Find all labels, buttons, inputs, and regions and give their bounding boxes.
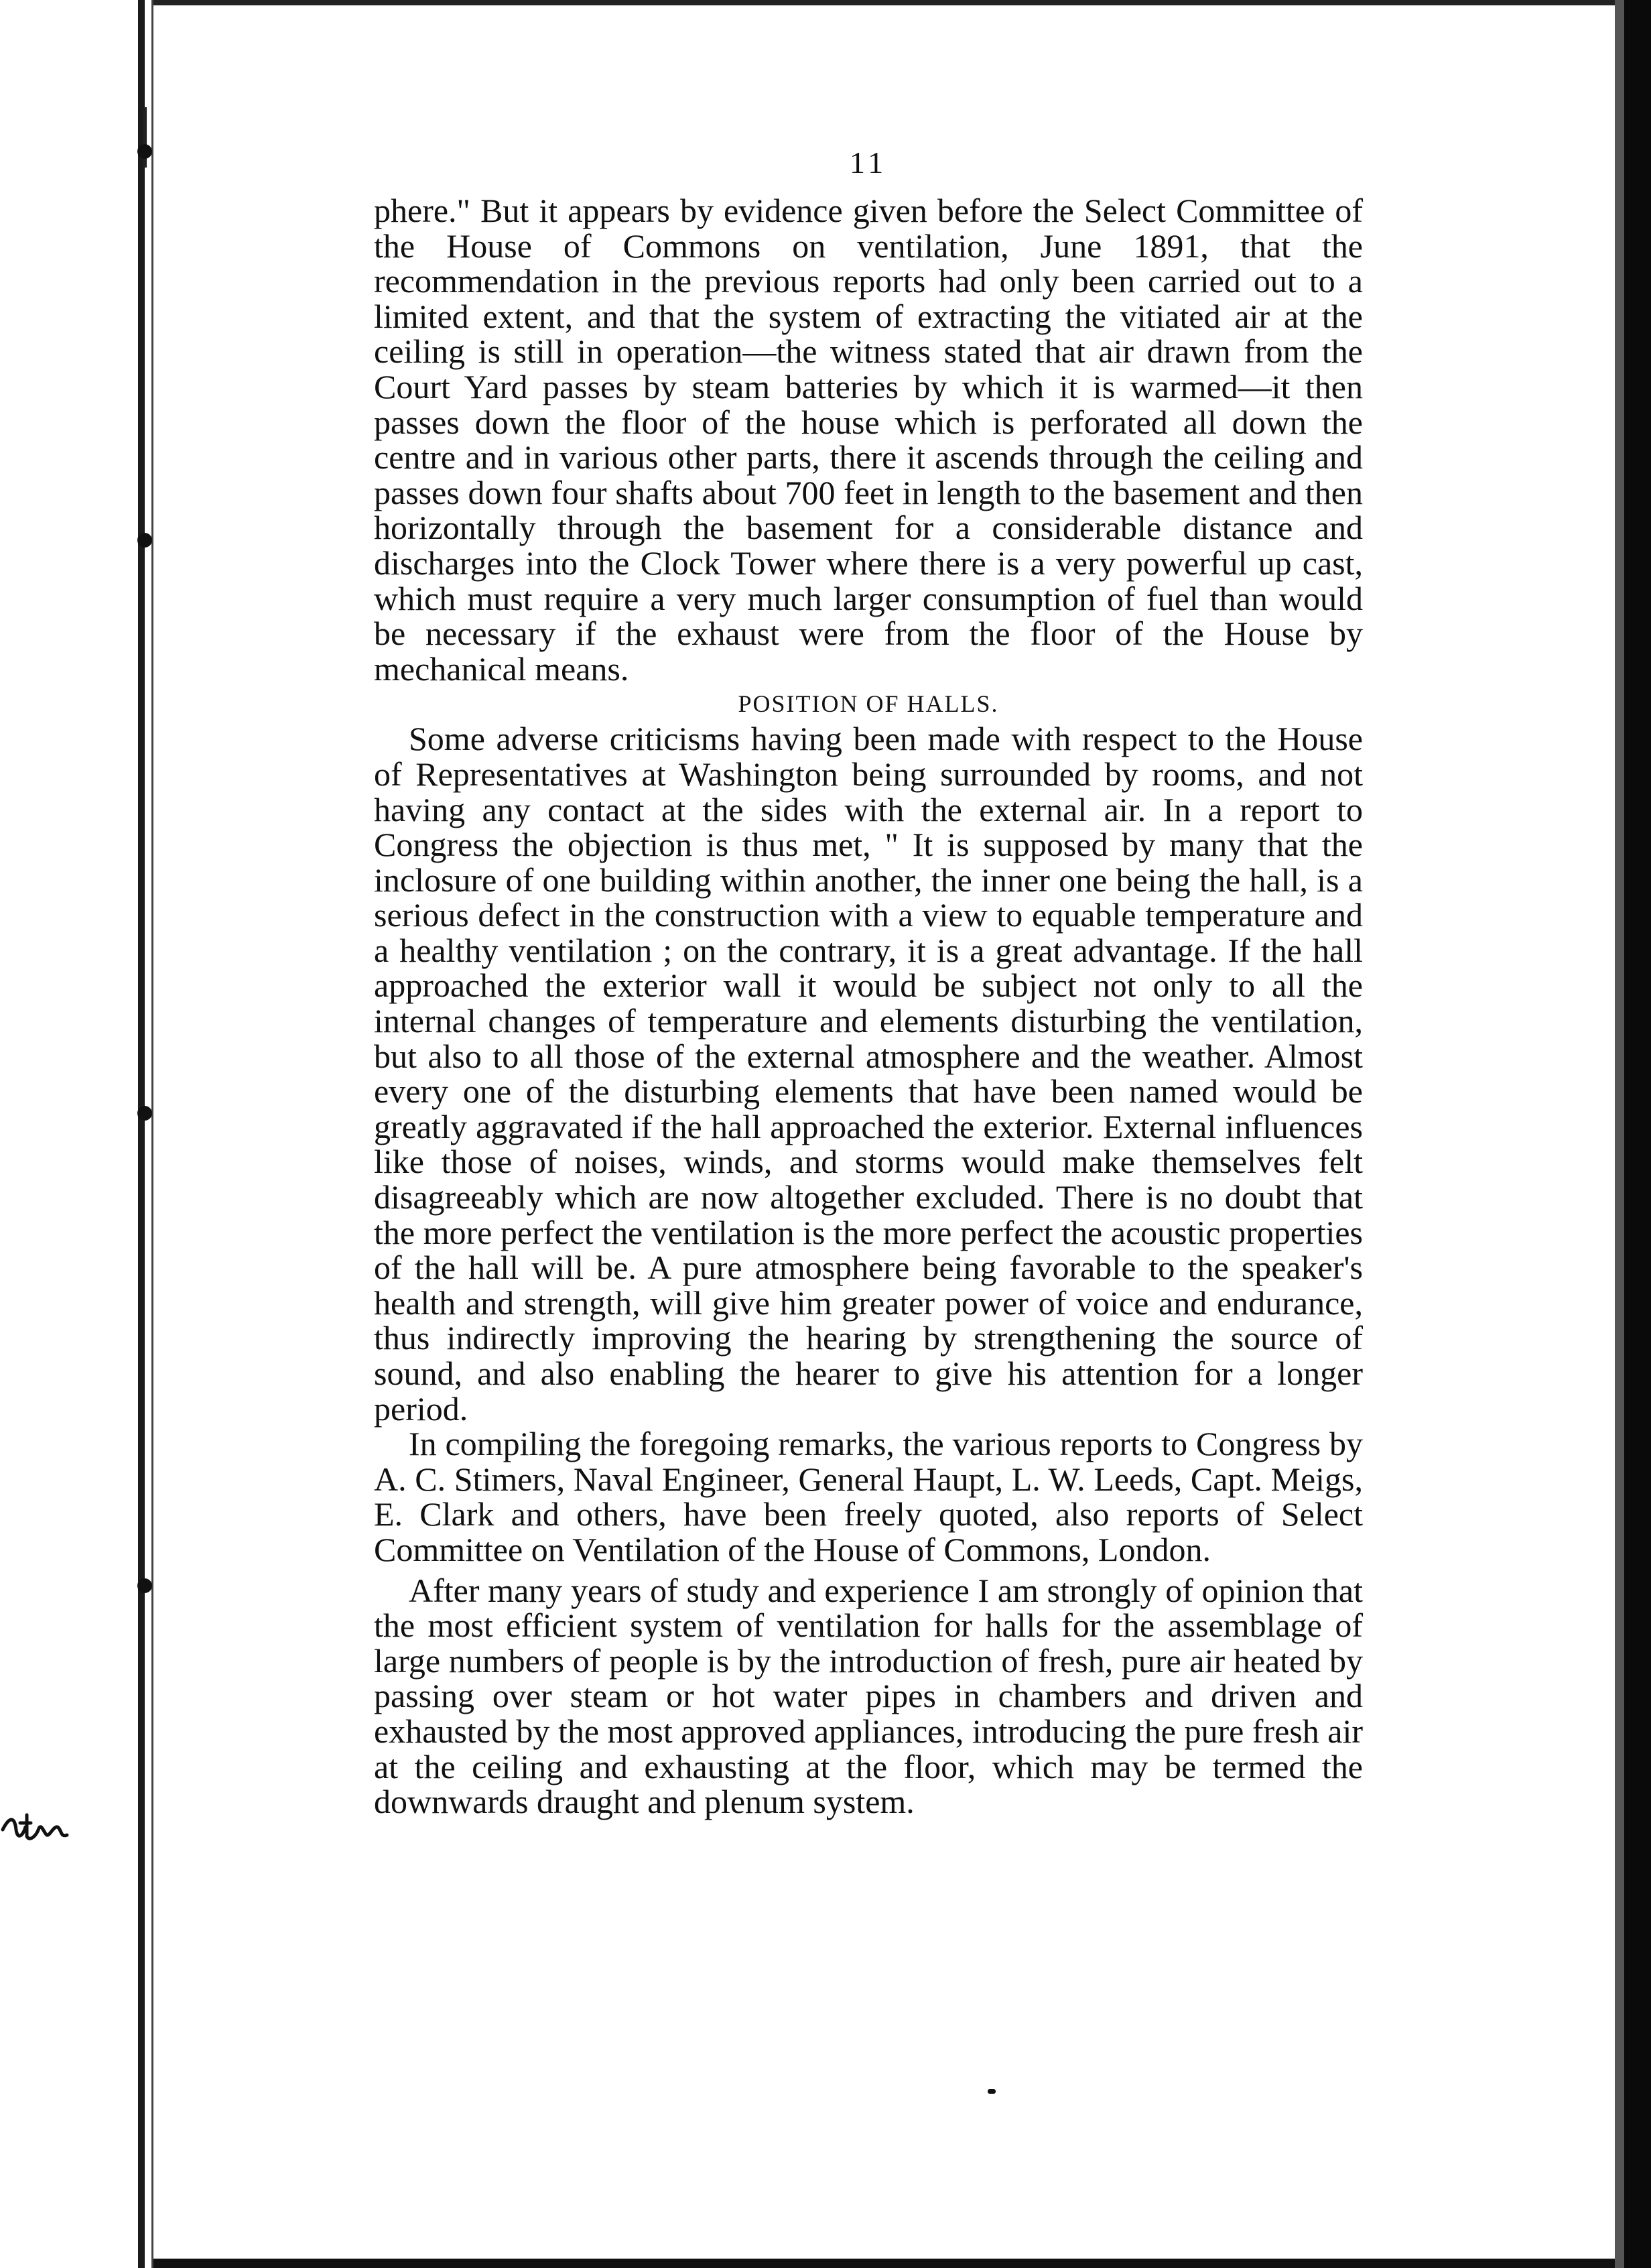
handwritten-margin-note bbox=[0, 1803, 74, 1850]
page-body bbox=[374, 193, 1363, 1820]
page-right-edge bbox=[1624, 0, 1651, 2268]
ink-speck bbox=[988, 2089, 996, 2094]
binding-stitch bbox=[137, 1578, 152, 1593]
page-top-edge bbox=[153, 0, 1628, 5]
paragraph: After many years of study and experience I am strongly of opinion that the most efficient system of ventilation for halls for the assemblage of large numbers of people is by the introduction of fresh, pure air heated by passing over steam or hot water pipes in chambers and driven and exhausted by the most approved appliances, introducing the pure fresh air at the ceiling and exhausting at the floor, which may be termed the downwards draught and plenum system. bbox=[374, 1571, 1363, 1821]
binding-stitch bbox=[137, 533, 152, 548]
binding-stitch bbox=[137, 1106, 152, 1121]
binding-edge bbox=[138, 0, 145, 2268]
facing-page-margin bbox=[0, 0, 141, 2268]
page-number: 11 bbox=[850, 145, 888, 180]
paragraph: Some adverse criticisms having been made with respect to the House of Representatives at Washington being surrounded by rooms, and not having any contact at the sides with the external air. In a report to Congress the objection is thus met, " It is supposed by many that the inclosure of one building within another, the inner one being the hall, is a serious defect in the construction with a view to equable temperature and a healthy ventilation ; on the contrary, it is a great advantage. If the hall approached the exterior wall it would be subject not only to all the internal changes of temperature and elements disturbing the ventilation, but also to all those of the external atmosphere and the weather. Almost every one of the disturbing elements that have been named would be greatly aggravated if the hall approached the exterior. External influences like those of noises, winds, and storms would make themselves felt disagreeably which are now altogether excluded. There is no doubt that the more perfect the ventilation is the more perfect the acoustic properties of the hall will be. A pure atmosphere being favorable to the speaker's health and strength, will give him greater power of voice and endurance, thus indirectly improving the hearing by strengthening the source of sound, and also enabling the hearer to give his attention for a longer period. bbox=[374, 720, 1363, 1428]
paragraph: In compiling the foregoing remarks, the various reports to Congress by A. C. Stimers, Naval Engineer, General Haupt, L. W. Leeds, Capt. Meigs, E. Clark and others, have been freely quoted, also reports of Select Committee on Ventilation of the House of Commons, London. bbox=[374, 1425, 1363, 1568]
page-right-shadow bbox=[1615, 0, 1624, 2268]
page-bottom-edge bbox=[153, 2259, 1628, 2268]
paragraph: phere." But it appears by evidence given before the Select Committee of the House of Commons on ventilation, June 1891, that the recommendation in the previous reports had only been carried out to a limited extent, and that the system of extracting the vitiated air at the ceiling is still in operation—the witness stated that air drawn from the Court Yard passes by steam batteries by which it is warmed—it then passes down the floor of the house which is perforated all down the centre and in various other parts, there it ascends through the ceiling and passes down four shafts about 700 feet in length to the basement and then horizontally through the basement for a considerable distance and discharges into the Clock Tower where there is a very powerful up cast, which must require a very much larger consumption of fuel than would be necessary if the exhaust were from the floor of the House by mechanical means. bbox=[374, 192, 1363, 688]
section-heading: POSITION OF HALLS. bbox=[738, 690, 999, 718]
binding-stitch bbox=[137, 144, 152, 159]
